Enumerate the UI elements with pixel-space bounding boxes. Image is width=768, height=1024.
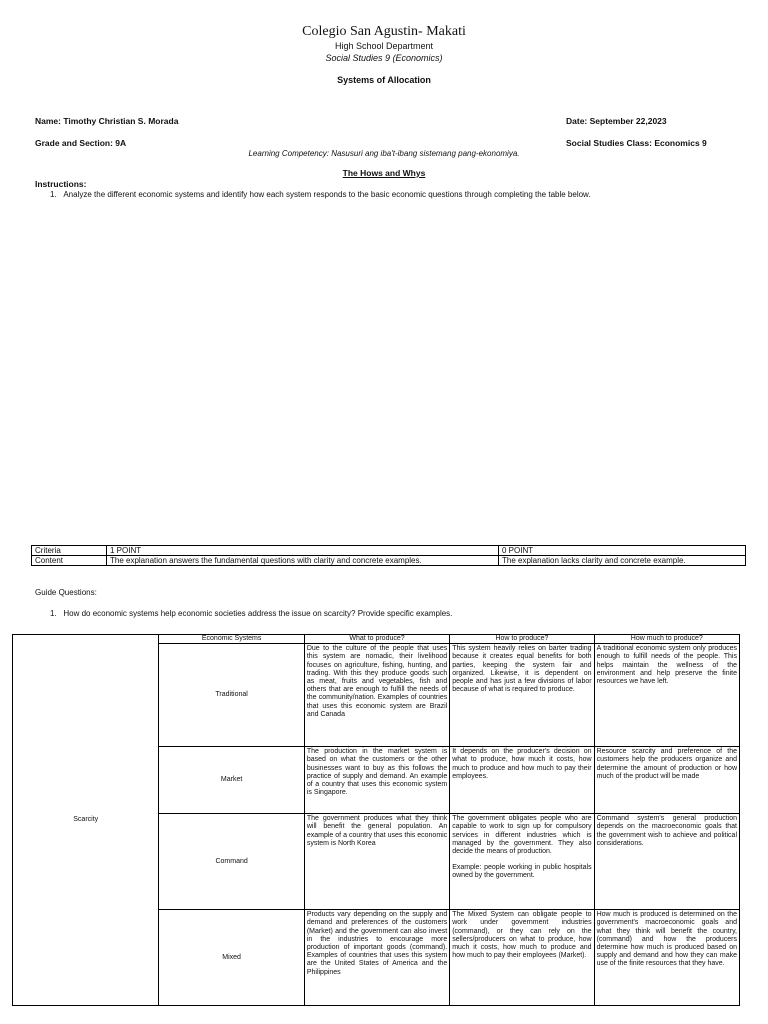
how-much-cell: How much is produced is determined on the government's macroeconomic goals and what they think will benefit the country, (command) and how the producers determine how much is produced based on supply and demand and how they can make use of the finite resources that they have. (594, 910, 739, 1006)
column-header: Economic Systems (159, 635, 304, 644)
subject: Social Studies 9 (Economics) (325, 53, 443, 63)
guide-heading: Guide Questions: (35, 588, 97, 597)
what-cell: Products vary depending on the supply and demand and preferences of the customers (Market) and the government can also invest in the industries to encourage more production of important goods (command). Examples of countries that uses this system are the United States of America and the Philippines (304, 910, 449, 1006)
rubric-row (32, 556, 746, 566)
how-much-cell: Command system's general production depends on the macroeconomic goals that the government wish to achieve and political considerations. (594, 814, 739, 910)
rubric-header-row (32, 546, 746, 556)
what-cell: The government produces what they think will benefit the general population. An example of a country that uses this economic system is North Korea (304, 814, 449, 910)
rubric-header-cell: 0 POINT (499, 546, 746, 556)
learning-competency: Learning Competency: Nasusuri ang iba't-ibang sistemang pang-ekonomiya. (248, 149, 520, 158)
column-header: What to produce? (304, 635, 449, 644)
system-name: Command (159, 814, 304, 910)
economic-systems-table (12, 634, 740, 1006)
how-much-cell: A traditional economic system only produces enough to fulfill needs of the people. This helps maintain the wellness of the environment and help preserve the finite resources we have left. (594, 644, 739, 747)
how-example: Example: people working in public hospitals owned by the government. (452, 864, 592, 880)
class-label: Social Studies Class: Economics 9 (566, 138, 707, 148)
system-name: Market (159, 747, 304, 814)
how-cell: It depends on the producer's decision on what to produce, how much it costs, how much to produce and how much to pay their employees. (450, 747, 594, 814)
date: Date: September 22,2023 (566, 116, 667, 126)
student-name: Name: Timothy Christian S. Morada (35, 116, 179, 126)
table-header-row (13, 635, 740, 644)
section-title: The Hows and Whys (342, 168, 426, 178)
how-much-cell: Resource scarcity and preference of the customers help the producers organize and determine the amount of production or how much of the product will be made (594, 747, 739, 814)
document-title: Systems of Allocation (337, 75, 431, 85)
column-header: How to produce? (450, 635, 594, 644)
rubric-header-cell: Criteria (32, 546, 107, 556)
what-cell: The production in the market system is based on what the customers or the other businesses want to buy as this follows the practice of supply and demand. An example of a country that uses this economic system is Singapore. (304, 747, 449, 814)
grade-section: Grade and Section: 9A (35, 138, 127, 148)
department: High School Department (334, 41, 434, 51)
what-cell: Due to the culture of the people that uses this system are nomadic, their livelihood focuses on agriculture, fishing, hunting, and trading. With this they produce goods such as meat, fruits and vegetables, fish and others that are enough to fulfill the needs of the community/nation. Examples of countries that uses this economic system are Brazil and Canada (304, 644, 449, 747)
system-name: Traditional (159, 644, 304, 747)
how-text: The government obligates people who are capable to work to sign up for compulsory services in different industries which is managed by the government. They also decide the means of production. (452, 815, 592, 856)
how-cell (450, 814, 594, 910)
instruction-item: 1. Analyze the different economic systems and identify how each system responds to the basic economic questions through completing the table below. (50, 190, 591, 199)
column-header: How much to produce? (594, 635, 739, 644)
rubric-header-cell: 1 POINT (107, 546, 499, 556)
rubric-cell: The explanation answers the fundamental questions with clarity and concrete examples. (107, 556, 499, 566)
school-name: Colegio San Agustin- Makati (302, 24, 466, 39)
guide-question: 1. How do economic systems help economic societies address the issue on scarcity? Provide specific examples. (50, 609, 453, 618)
instructions-heading: Instructions: (35, 179, 87, 189)
how-cell: This system heavily relies on barter trading because it creates equal benefits for both parties, keeping the system fair and organized. Likewise, it is dependent on people and has just a few divisions of labor because of what is required to produce. (450, 644, 594, 747)
how-cell: The Mixed System can obligate people to work under government industries (command), or they can rely on the sellers/producers on what to produce, how much it costs, how much to produce and how much to pay their employees (Market). (450, 910, 594, 1006)
rubric-cell: Content (32, 556, 107, 566)
system-name: Mixed (159, 910, 304, 1006)
rubric-cell: The explanation lacks clarity and concrete example. (499, 556, 746, 566)
rubric-table (31, 545, 746, 566)
scarcity-label: Scarcity (13, 635, 159, 1006)
